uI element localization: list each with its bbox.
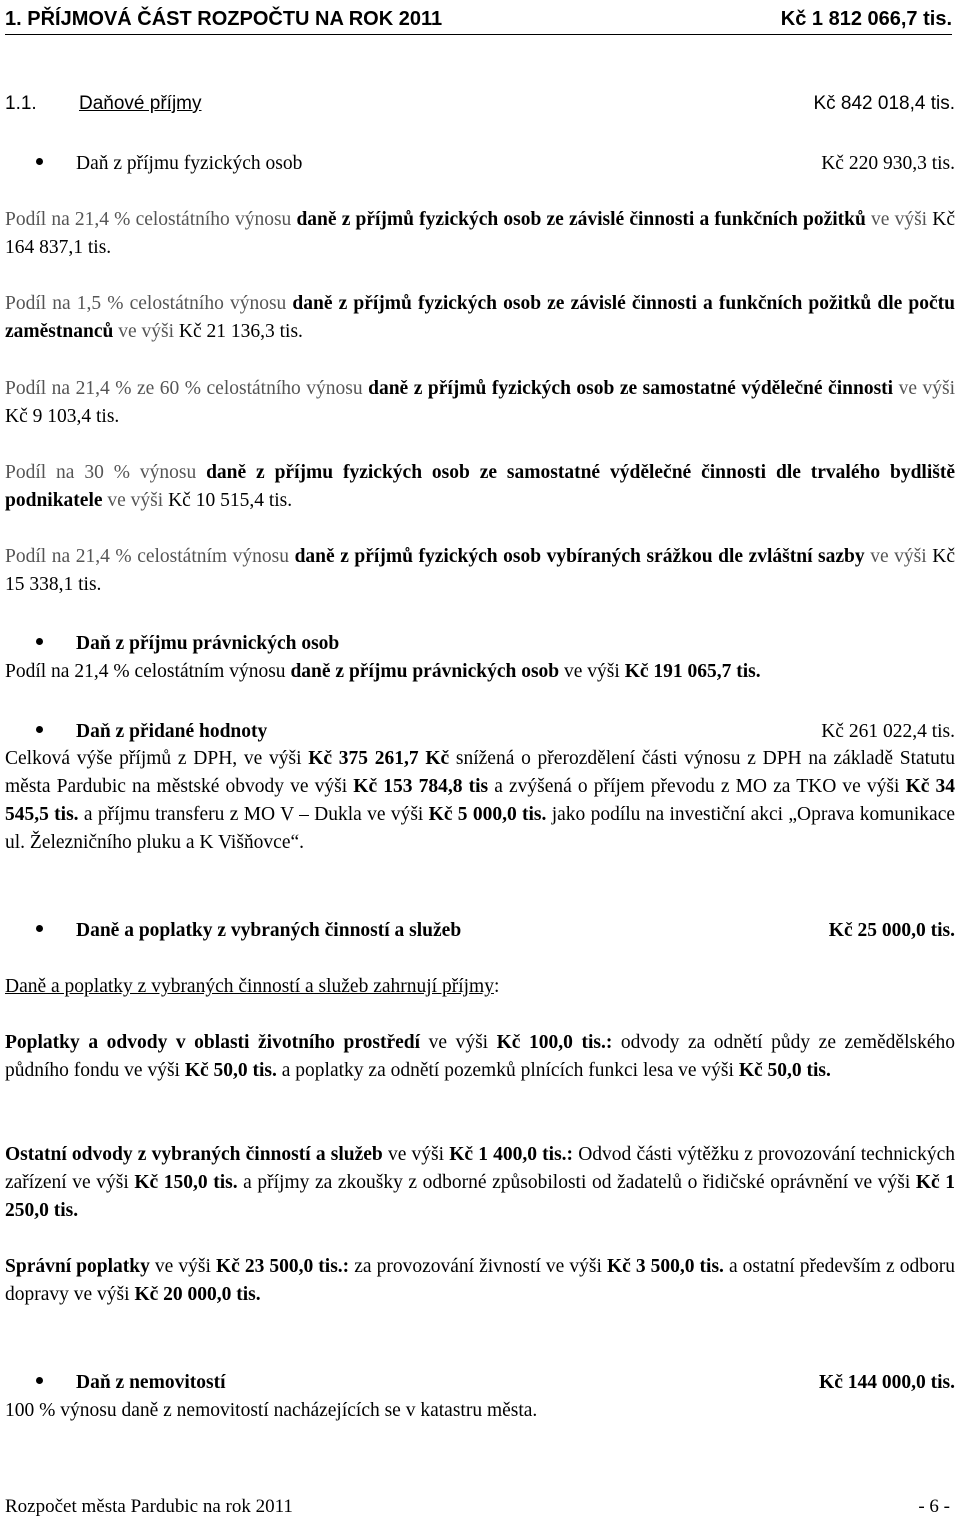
- section-heading: [5, 90, 955, 118]
- poplatky-title: Daně a poplatky z vybraných činností a služeb: [76, 920, 462, 941]
- bullet-icon: [36, 638, 43, 645]
- dph-heading: [5, 718, 955, 746]
- dpfo-amount: Kč 220 930,3 tis.: [821, 153, 955, 174]
- chapter-heading: [5, 6, 952, 35]
- poplatky-paragraph-1: Poplatky a odvody v oblasti životního prostředí ve výši Kč 100,0 tis.: odvody za odnětí půdy ze zemědělského půdního fondu ve výši Kč 50,0 tis. a poplatky za odnětí pozemků plnících funkci lesa ve výši Kč 50,0 tis.: [5, 1032, 955, 1081]
- poplatky-paragraph-2: Ostatní odvody z vybraných činností a služeb ve výši Kč 1 400,0 tis.: Odvod části výtěžku z provozování technických zařízení ve výši Kč 150,0 tis. a příjmy za zkoušky z odborné způsobilosti od žadatelů o řidičské oprávnění ve výši Kč 1 250,0 tis.: [5, 1144, 955, 1221]
- bullet-icon: [36, 158, 43, 165]
- dpfo-paragraph-2: Podíl na 1,5 % celostátního výnosu daně z příjmů fyzických osob ze závislé činnosti a funkčních požitků dle počtu zaměstnanců ve výši Kč 21 136,3 tis.: [5, 293, 955, 342]
- chapter-title: 1. PŘÍJMOVÁ ČÁST ROZPOČTU NA ROK 2011: [5, 8, 443, 30]
- dpfo-paragraph-1: Podíl na 21,4 % celostátního výnosu daně z příjmů fyzických osob ze závislé činnosti a funkčních požitků ve výši Kč 164 837,1 tis.: [5, 209, 955, 258]
- dppo-paragraph: Podíl na 21,4 % celostátním výnosu daně z příjmu právnických osob ve výši Kč 191 065,7 tis.: [5, 661, 761, 682]
- dpfo-paragraph-3: Podíl na 21,4 % ze 60 % celostátního výnosu daně z příjmů fyzických osob ze samostatné výdělečné činnosti ve výši Kč 9 103,4 tis.: [5, 378, 955, 427]
- page-number: - 6 -: [918, 1496, 950, 1517]
- nemovitosti-paragraph: 100 % výnosu daně z nemovitostí nacházejících se v katastru města.: [5, 1400, 538, 1421]
- dppo-heading: [5, 630, 955, 658]
- dph-title: Daň z přidané hodnoty: [76, 721, 268, 742]
- poplatky-amount: Kč 25 000,0 tis.: [828, 920, 955, 941]
- section-number: 1.1.: [5, 93, 37, 114]
- dpfo-paragraph-4: Podíl na 30 % výnosu daně z příjmu fyzických osob ze samostatné výdělečné činnosti dle trvalého bydliště podnikatele ve výši Kč 10 515,4 tis.: [5, 462, 955, 511]
- bullet-icon: [36, 925, 43, 932]
- dpfo-title: Daň z příjmu fyzických osob: [76, 153, 303, 174]
- bullet-icon: [36, 726, 43, 733]
- bullet-icon: [36, 1377, 43, 1384]
- nemovitosti-amount: Kč 144 000,0 tis.: [819, 1372, 955, 1393]
- dppo-title: Daň z příjmu právnických osob: [76, 633, 340, 654]
- nemovitosti-heading: [5, 1369, 955, 1397]
- poplatky-intro: Daně a poplatky z vybraných činností a služeb zahrnují příjmy:: [5, 976, 500, 997]
- section-amount: Kč 842 018,4 tis.: [813, 93, 955, 114]
- poplatky-heading: [5, 917, 955, 945]
- section-title: Daňové příjmy: [79, 93, 202, 114]
- dpfo-paragraph-5: Podíl na 21,4 % celostátním výnosu daně z příjmů fyzických osob vybíraných srážkou dle zvláštní sazby ve výši Kč 15 338,1 tis.: [5, 546, 956, 595]
- footer-title: Rozpočet města Pardubic na rok 2011: [5, 1496, 293, 1517]
- dph-paragraph: Celková výše příjmů z DPH, ve výši Kč 375 261,7 Kč snížená o přerozdělení části výnosu z DPH na základě Statutu města Pardubic na městské obvody ve výši Kč 153 784,8 tis a zvýšená o příjem převodu z MO za TKO ve výši Kč 34 545,5 tis. a příjmu transferu z MO V – Dukla ve výši Kč 5 000,0 tis. jako podílu na investiční akci „Oprava komunikace ul. Železničního pluku a K Višňovce“.: [5, 748, 956, 853]
- page-footer: [5, 1493, 950, 1521]
- poplatky-paragraph-3: Správní poplatky ve výši Kč 23 500,0 tis.: za provozování živností ve výši Kč 3 500,0 tis. a ostatní především z odboru dopravy ve výši Kč 20 000,0 tis.: [5, 1256, 955, 1305]
- dpfo-heading: [5, 150, 955, 178]
- nemovitosti-title: Daň z nemovitostí: [76, 1372, 226, 1393]
- chapter-amount: Kč 1 812 066,7 tis.: [780, 8, 952, 30]
- dph-amount: Kč 261 022,4 tis.: [821, 721, 955, 742]
